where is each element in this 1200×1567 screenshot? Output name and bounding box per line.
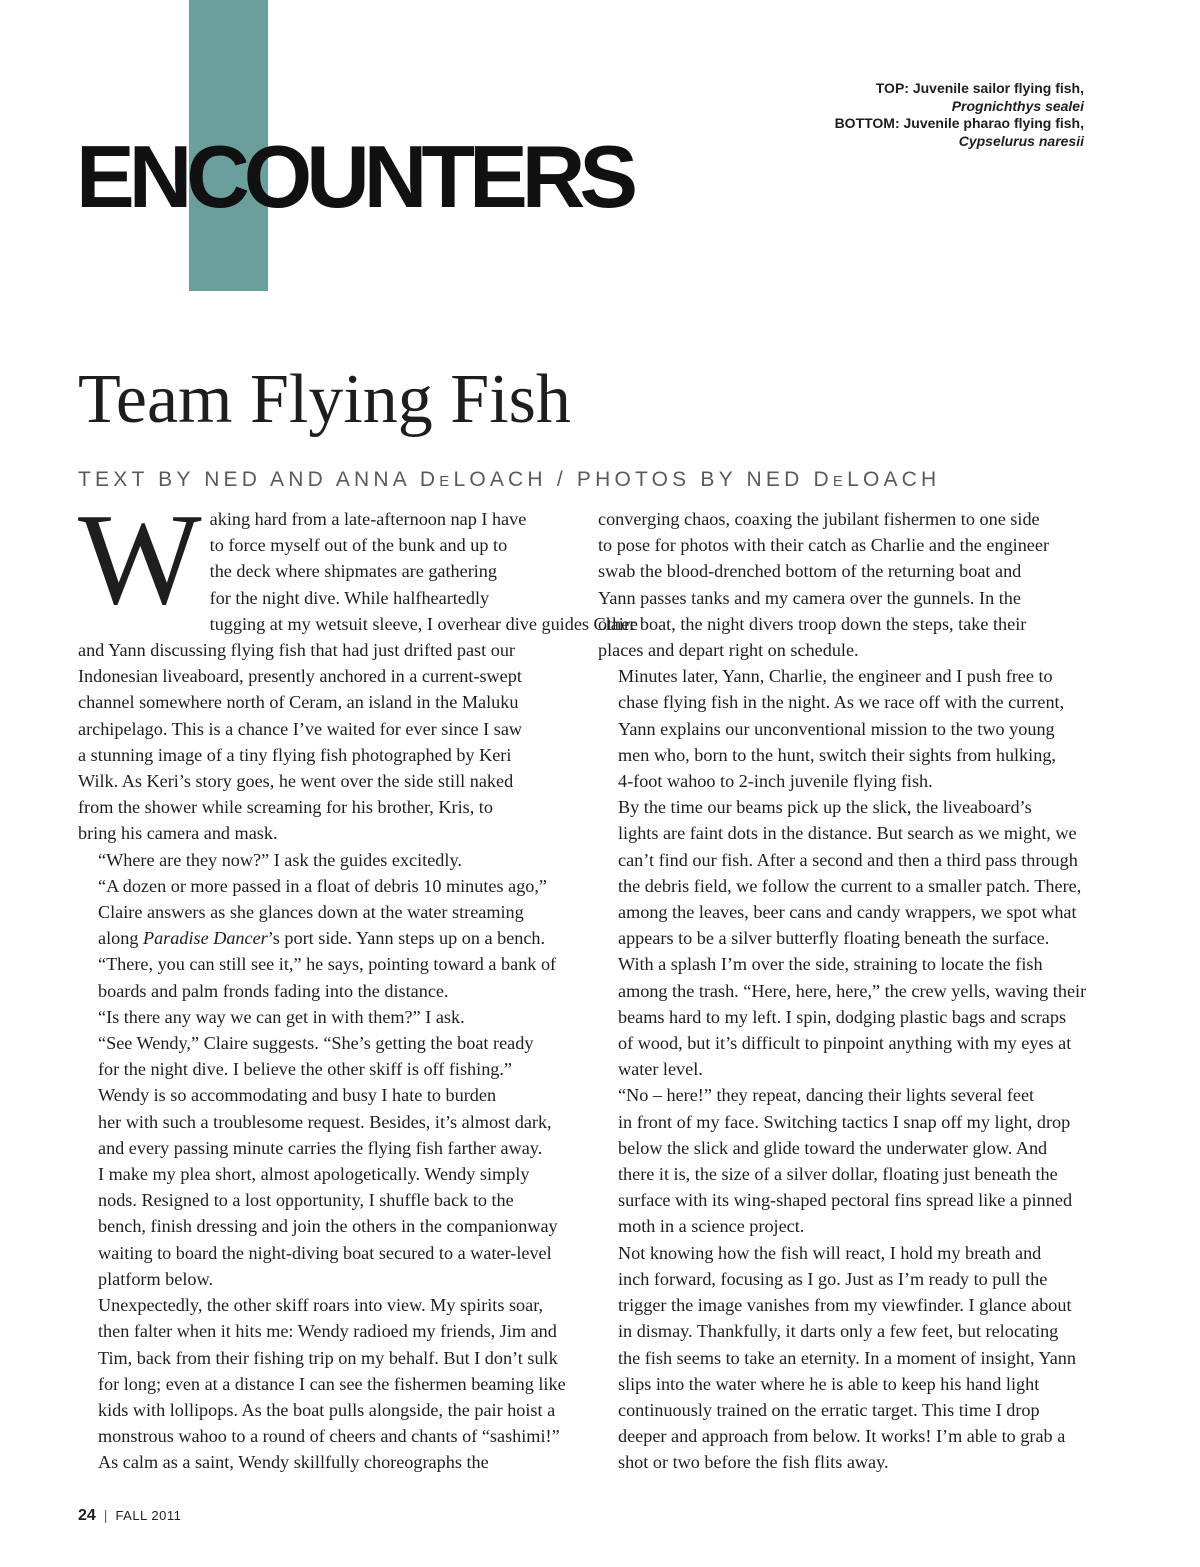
text-line: bench, finish dressing and join the others in the companionway: [98, 1216, 558, 1237]
text-line: trigger the image vanishes from my viewfinder. I glance about: [618, 1295, 1072, 1316]
article-byline: [78, 468, 940, 492]
paragraph: [78, 847, 568, 873]
text-line: in front of my face. Switching tactics I snap off my light, drop: [618, 1111, 1071, 1132]
text-line: shot or two before the fish flits away.: [618, 1452, 889, 1473]
text-line: kids with lollipops. As the boat pulls alongside, the pair hoist a: [98, 1399, 556, 1420]
text-line: Yann explains our unconventional mission to the two young: [618, 718, 1055, 739]
text-line: [78, 925, 568, 951]
text-line: swab the blood-drenched bottom of the returning boat and: [598, 561, 1022, 582]
paragraph: [78, 1082, 568, 1292]
text-line: 4-foot wahoo to 2-inch juvenile flying fish.: [618, 771, 933, 792]
text-line: lights are faint dots in the distance. But search as we might, we: [618, 823, 1077, 844]
article-title: Team Flying Fish: [78, 361, 571, 438]
text-line: deeper and approach from below. It works! I’m able to grab a: [618, 1426, 1066, 1447]
text-line: continuously trained on the erratic target. This time I drop: [618, 1399, 1040, 1420]
text-fragment: ’s port side. Yann steps up on a bench.: [267, 928, 546, 949]
text-line: Wilk. As Keri’s story goes, he went over the side still naked: [78, 771, 514, 792]
text-line: water level.: [618, 1059, 703, 1080]
text-line: Not knowing how the fish will react, I hold my breath and: [618, 1242, 1042, 1263]
text-line: can’t find our fish. After a second and then a third pass through: [618, 849, 1078, 870]
text-line: “There, you can still see it,” he says, pointing toward a bank of: [98, 954, 557, 975]
text-line: Indonesian liveaboard, presently anchored in a current-swept: [78, 666, 522, 687]
text-line: the debris field, we follow the current to a smaller patch. There,: [618, 875, 1082, 896]
text-line: waiting to board the night-diving boat secured to a water-level: [98, 1242, 552, 1263]
text-line: in dismay. Thankfully, it darts only a few feet, but relocating: [618, 1321, 1059, 1342]
text-line: surface with its wing-shaped pectoral fins spread like a pinned: [618, 1190, 1073, 1211]
text-line: among the leaves, beer cans and candy wrappers, we spot what: [618, 902, 1077, 923]
text-line: places and depart right on schedule.: [598, 640, 859, 661]
text-line: nods. Resigned to a lost opportunity, I shuffle back to the: [98, 1190, 514, 1211]
paragraph: [78, 487, 638, 847]
text-line: other boat, the night divers troop down the steps, take their: [598, 613, 1027, 634]
text-line: of wood, but it’s difficult to pinpoint anything with my eyes at: [618, 1033, 1072, 1054]
text-line: for long; even at a distance I can see the fishermen beaming like: [98, 1373, 566, 1394]
paragraph: [598, 1082, 1088, 1239]
text-line: boards and palm fronds fading into the distance.: [98, 980, 449, 1001]
drop-cap: W: [78, 487, 202, 632]
text-line: “No – here!” they repeat, dancing their lights several feet: [618, 1085, 1035, 1106]
footer-separator: |: [103, 1507, 108, 1523]
paragraph: [598, 951, 1088, 1082]
text-line: inch forward, focusing as I go. Just as I’m ready to pull the: [618, 1268, 1048, 1289]
text-line: tugging at my wetsuit sleeve, I overhear dive guides Claire: [209, 613, 638, 634]
text-line: By the time our beams pick up the slick, the liveaboard’s: [618, 797, 1032, 818]
byline-part: TEXT BY NED AND ANNA D: [78, 468, 440, 491]
text-line: moth in a science project.: [618, 1216, 805, 1237]
text-line: monstrous wahoo to a round of cheers and chants of “sashimi!”: [98, 1426, 560, 1447]
byline-small-cap: E: [832, 473, 848, 490]
text-line: her with such a troublesome request. Besides, it’s almost dark,: [98, 1111, 552, 1132]
text-line: Wendy is so accommodating and busy I hate to burden: [98, 1085, 497, 1106]
caption-top-species: Prognichthys sealei: [951, 97, 1084, 114]
text-line: converging chaos, coaxing the jubilant fishermen to one side: [598, 509, 1040, 529]
text-line: I make my plea short, almost apologetically. Wendy simply: [98, 1164, 530, 1185]
article-column-left: [78, 487, 638, 1476]
text-line: below the slick and glide toward the underwater glow. And: [618, 1137, 1048, 1158]
text-line: “See Wendy,” Claire suggests. “She’s getting the boat ready: [98, 1033, 534, 1054]
text-line: “A dozen or more passed in a float of debris 10 minutes ago,”: [98, 875, 548, 896]
text-line: the fish seems to take an eternity. In a moment of insight, Yann: [618, 1347, 1076, 1368]
caption-bottom-species: Cypselurus naresii: [958, 132, 1084, 149]
text-line: chase flying fish in the night. As we race off with the current,: [618, 692, 1065, 713]
byline-small-cap: E: [439, 473, 454, 490]
text-line: “Where are they now?” I ask the guides excitedly.: [98, 849, 462, 870]
text-line: archipelago. This is a chance I’ve waited for ever since I saw: [78, 718, 523, 739]
text-line: to pose for photos with their catch as Charlie and the engineer: [598, 535, 1050, 556]
text-line: As calm as a saint, Wendy skillfully choreographs the: [98, 1452, 489, 1473]
text-line: Claire answers as she glances down at the water streaming: [98, 902, 524, 923]
section-heading: ENCOUNTERS: [76, 127, 633, 226]
text-line: among the trash. “Here, here, here,” the crew yells, waving their: [618, 980, 1087, 1001]
text-line: channel somewhere north of Ceram, an island in the Maluku: [78, 692, 519, 713]
text-line: platform below.: [98, 1268, 213, 1289]
text-line: from the shower while screaming for his brother, Kris, to: [78, 797, 493, 818]
paragraph: [598, 1240, 1088, 1476]
text-line: a stunning image of a tiny flying fish photographed by Keri: [78, 744, 512, 765]
byline-part: LOACH / PHOTOS BY NED D: [453, 468, 833, 491]
text-line: for the night dive. While halfheartedly: [209, 587, 490, 608]
text-line: then falter when it hits me: Wendy radioed my friends, Jim and: [98, 1321, 557, 1342]
paragraph: [598, 794, 1088, 951]
text-line: appears to be a silver butterfly floating beneath the surface.: [618, 928, 1050, 949]
issue-label: FALL 2011: [115, 1508, 182, 1523]
article-column-right: [598, 506, 1088, 1476]
text-line: the deck where shipmates are gathering: [209, 561, 497, 582]
caption-top-label: TOP: Juvenile sailor flying fish,: [875, 80, 1084, 96]
text-line: and Yann discussing flying fish that had just drifted past our: [78, 640, 515, 661]
byline-part: LOACH: [847, 468, 941, 491]
page-footer: [78, 1507, 181, 1525]
text-line: there it is, the size of a silver dollar, floating just beneath the: [618, 1164, 1058, 1185]
text-line: Yann passes tanks and my camera over the gunnels. In the: [598, 587, 1021, 608]
text-line: aking hard from a late-afternoon nap I have: [209, 509, 527, 529]
paragraph: [78, 1004, 568, 1030]
text-line: slips into the water where he is able to keep his hand light: [618, 1373, 1040, 1394]
page-number: 24: [78, 1507, 96, 1524]
text-line: Unexpectedly, the other skiff roars into view. My spirits soar,: [98, 1295, 544, 1316]
paragraph: [78, 873, 568, 1004]
text-line: for the night dive. I believe the other skiff is off fishing.”: [98, 1059, 513, 1080]
text-line: Tim, back from their fishing trip on my behalf. But I don’t sulk: [98, 1347, 558, 1368]
caption-bottom-label: BOTTOM: Juvenile pharao flying fish,: [834, 115, 1084, 131]
text-line: beams hard to my left. I spin, dodging plastic bags and scraps: [618, 1006, 1067, 1027]
paragraph: [78, 1292, 568, 1449]
paragraph: [598, 506, 1088, 663]
text-line: “Is there any way we can get in with them?” I ask.: [98, 1006, 465, 1027]
photo-captions: [835, 80, 1084, 150]
text-line: and every passing minute carries the flying fish farther away.: [98, 1137, 543, 1158]
text-line: Minutes later, Yann, Charlie, the engineer and I push free to: [618, 666, 1053, 687]
boat-name: Paradise Dancer: [142, 928, 268, 949]
paragraph: [78, 1030, 568, 1082]
paragraph: [78, 1449, 568, 1475]
paragraph: [598, 663, 1088, 794]
text-line: With a splash I’m over the side, straining to locate the fish: [618, 954, 1043, 975]
text-fragment: along: [98, 928, 143, 949]
text-line: bring his camera and mask.: [78, 823, 278, 844]
text-line: to force myself out of the bunk and up to: [209, 535, 508, 556]
text-line: men who, born to the hunt, switch their sights from hulking,: [618, 744, 1056, 765]
